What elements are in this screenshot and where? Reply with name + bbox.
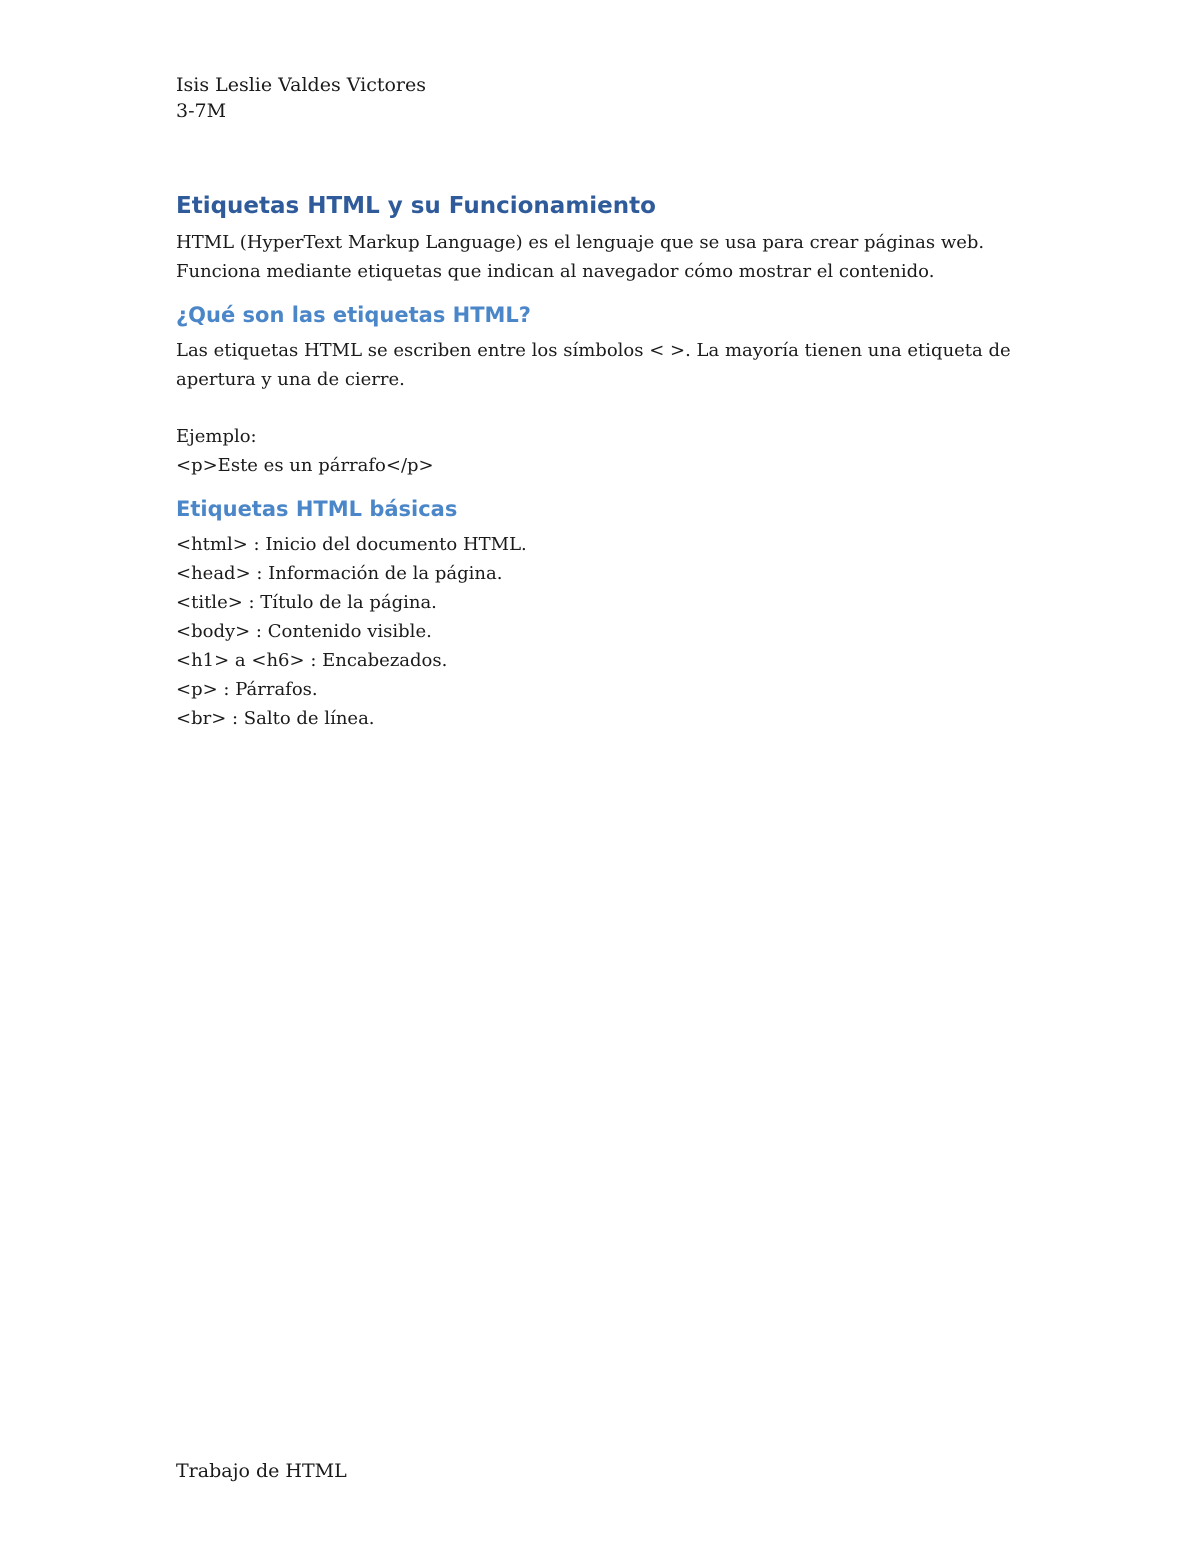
- author-name: Isis Leslie Valdes Victores: [176, 74, 427, 96]
- list-item: <br> : Salto de línea.: [176, 708, 375, 729]
- example-label: Ejemplo:: [176, 426, 257, 447]
- section-title-what-are-tags: ¿Qué son las etiquetas HTML?: [176, 303, 531, 327]
- document-body: [176, 190, 1056, 733]
- list-item: <p> : Párrafos.: [176, 679, 318, 700]
- list-item: <html> : Inicio del documento HTML.: [176, 534, 527, 555]
- list-item: <body> : Contenido visible.: [176, 621, 432, 642]
- section-title-basic-tags: Etiquetas HTML básicas: [176, 497, 458, 521]
- group-code: 3-7M: [176, 100, 227, 122]
- intro-line-2: Funciona mediante etiquetas que indican al navegador cómo mostrar el contenido.: [176, 261, 935, 282]
- list-item: <title> : Título de la página.: [176, 592, 437, 613]
- list-item: <h1> a <h6> : Encabezados.: [176, 650, 448, 671]
- document-header: [176, 72, 426, 124]
- tags-line-1: Las etiquetas HTML se escriben entre los símbolos < >. La mayoría tienen una etiqueta de: [176, 340, 1011, 361]
- document-footer: Trabajo de HTML: [176, 1460, 347, 1482]
- example-code: <p>Este es un párrafo</p>: [176, 455, 434, 476]
- spacer: [176, 394, 1056, 422]
- section-title-main: Etiquetas HTML y su Funcionamiento: [176, 193, 656, 219]
- intro-line-1: HTML (HyperText Markup Language) es el lenguaje que se usa para crear páginas web.: [176, 232, 985, 253]
- list-item: <head> : Información de la página.: [176, 563, 503, 584]
- tags-line-2: apertura y una de cierre.: [176, 369, 405, 390]
